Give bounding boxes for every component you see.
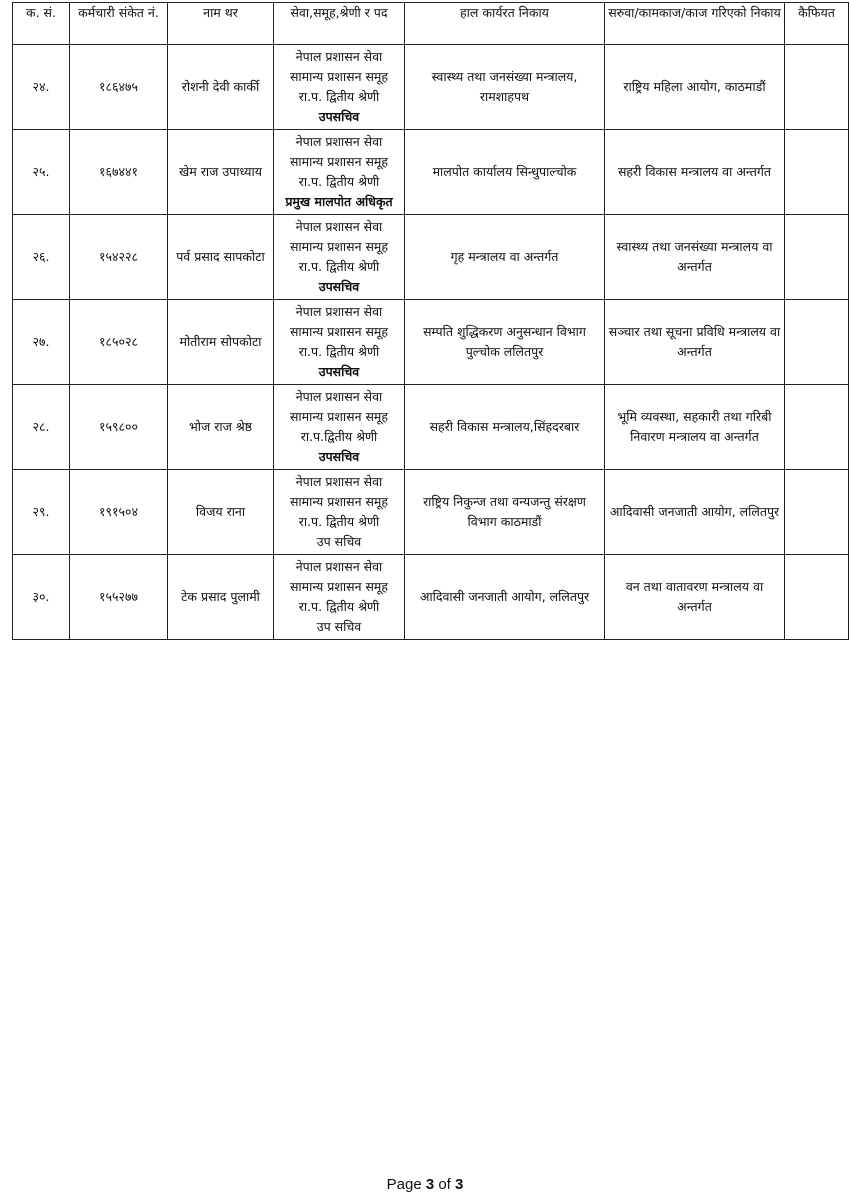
header-serial-number: क. सं. [13,3,70,45]
name-cell: पर्व प्रसाद सापकोटा [168,215,274,300]
header-transfer-office: सरुवा/कामकाज/काज गरिएको निकाय [605,3,785,45]
service-cell [274,45,405,130]
table-row [13,470,849,555]
current-office-cell: सम्पति शुद्धिकरण अनुसन्धान विभाग पुल्चोक ललितपुर [405,300,605,385]
table-header-row [13,3,849,45]
current-office-cell: गृह मन्त्रालय वा अन्तर्गत [405,215,605,300]
serial-number-cell: २७. [13,300,70,385]
serial-number-cell: २८. [13,385,70,470]
service-line: नेपाल प्रशासन सेवा [295,474,383,489]
footer-prefix: Page [386,1176,426,1193]
transfer-office-cell: आदिवासी जनजाती आयोग, ललितपुर [605,470,785,555]
service-cell [274,470,405,555]
transfer-office-cell: सञ्चार तथा सूचना प्रविधि मन्त्रालय वा अन्तर्गत [605,300,785,385]
serial-number-cell: ३०. [13,555,70,640]
service-line: नेपाल प्रशासन सेवा [295,389,383,404]
service-line: सामान्य प्रशासन समूह [289,579,389,594]
footer-middle: of [434,1176,456,1193]
transfer-office-cell: सहरी विकास मन्त्रालय वा अन्तर्गत [605,130,785,215]
table-row [13,555,849,640]
employee-code-cell: १९१५०४ [70,470,168,555]
name-cell: मोतीराम सोपकोटा [168,300,274,385]
employee-code-cell: १५४२२८ [70,215,168,300]
service-line: सामान्य प्रशासन समूह [289,239,389,254]
name-cell: रोशनी देवी कार्की [168,45,274,130]
service-line: नेपाल प्रशासन सेवा [295,49,383,64]
service-cell [274,130,405,215]
serial-number-cell: २४. [13,45,70,130]
employee-code-cell: १८६४७५ [70,45,168,130]
table-row [13,130,849,215]
service-line: रा.प. द्वितीय श्रेणी [298,344,380,359]
current-office-cell: सहरी विकास मन्त्रालय,सिंहदरबार [405,385,605,470]
service-line: रा.प. द्वितीय श्रेणी [298,89,380,104]
service-line: रा.प. द्वितीय श्रेणी [298,259,380,274]
post-title: उपसचिव [318,449,360,464]
service-line: नेपाल प्रशासन सेवा [295,559,383,574]
transfer-office-cell: वन तथा वातावरण मन्त्रालय वा अन्तर्गत [605,555,785,640]
service-cell [274,555,405,640]
footer-total-pages: 3 [455,1176,464,1193]
remarks-cell [785,215,849,300]
employee-code-cell: १६७४४१ [70,130,168,215]
service-line: सामान्य प्रशासन समूह [289,69,389,84]
serial-number-cell: २९. [13,470,70,555]
table-row [13,215,849,300]
post-title: प्रमुख मालपोत अधिकृत [285,194,393,209]
service-cell [274,215,405,300]
service-cell [274,385,405,470]
table-row [13,300,849,385]
table-row [13,45,849,130]
employee-code-cell: १५५२७७ [70,555,168,640]
header-employee-code: कर्मचारी संकेत नं. [70,3,168,45]
remarks-cell [785,300,849,385]
post-title: उप सचिव [316,619,362,634]
current-office-cell: आदिवासी जनजाती आयोग, ललितपुर [405,555,605,640]
name-cell: विजय राना [168,470,274,555]
service-line: रा.प. द्वितीय श्रेणी [298,514,380,529]
remarks-cell [785,385,849,470]
name-cell: भोज राज श्रेष्ठ [168,385,274,470]
header-remarks: कैफियत [785,3,849,45]
service-line: सामान्य प्रशासन समूह [289,494,389,509]
post-title: उपसचिव [318,109,360,124]
service-line: नेपाल प्रशासन सेवा [295,304,383,319]
remarks-cell [785,45,849,130]
current-office-cell: स्वास्थ्य तथा जनसंख्या मन्त्रालय, रामशाहपथ [405,45,605,130]
serial-number-cell: २५. [13,130,70,215]
service-line: सामान्य प्रशासन समूह [289,324,389,339]
service-line: रा.प. द्वितीय श्रेणी [298,599,380,614]
employee-code-cell: १८५०२८ [70,300,168,385]
service-line: रा.प. द्वितीय श्रेणी [298,174,380,189]
header-service-group-class-post: सेवा,समूह,श्रेणी र पद [274,3,405,45]
service-line: सामान्य प्रशासन समूह [289,154,389,169]
service-cell [274,300,405,385]
name-cell: टेक प्रसाद पुलामी [168,555,274,640]
employee-code-cell: १५९८०० [70,385,168,470]
service-line: नेपाल प्रशासन सेवा [295,134,383,149]
service-line: रा.प.द्वितीय श्रेणी [300,429,378,444]
post-title: उप सचिव [316,534,362,549]
service-line: सामान्य प्रशासन समूह [289,409,389,424]
current-office-cell: राष्ट्रिय निकुन्ज तथा वन्यजन्तु संरक्षण विभाग काठमाडौं [405,470,605,555]
post-title: उपसचिव [318,364,360,379]
header-name: नाम थर [168,3,274,45]
service-line: नेपाल प्रशासन सेवा [295,219,383,234]
remarks-cell [785,470,849,555]
transfer-office-cell: स्वास्थ्य तथा जनसंख्या मन्त्रालय वा अन्तर्गत [605,215,785,300]
table-row [13,385,849,470]
page-footer [0,1176,850,1193]
header-current-office: हाल कार्यरत निकाय [405,3,605,45]
remarks-cell [785,130,849,215]
post-title: उपसचिव [318,279,360,294]
name-cell: खेम राज उपाध्याय [168,130,274,215]
current-office-cell: मालपोत कार्यालय सिन्धुपाल्चोक [405,130,605,215]
footer-current-page: 3 [425,1176,435,1193]
transfer-office-cell: भूमि व्यवस्था, सहकारी तथा गरिबी निवारण मन्त्रालय वा अन्तर्गत [605,385,785,470]
transfer-office-cell: राष्ट्रिय महिला आयोग, काठमाडौं [605,45,785,130]
remarks-cell [785,555,849,640]
transfer-table [12,2,849,640]
serial-number-cell: २६. [13,215,70,300]
